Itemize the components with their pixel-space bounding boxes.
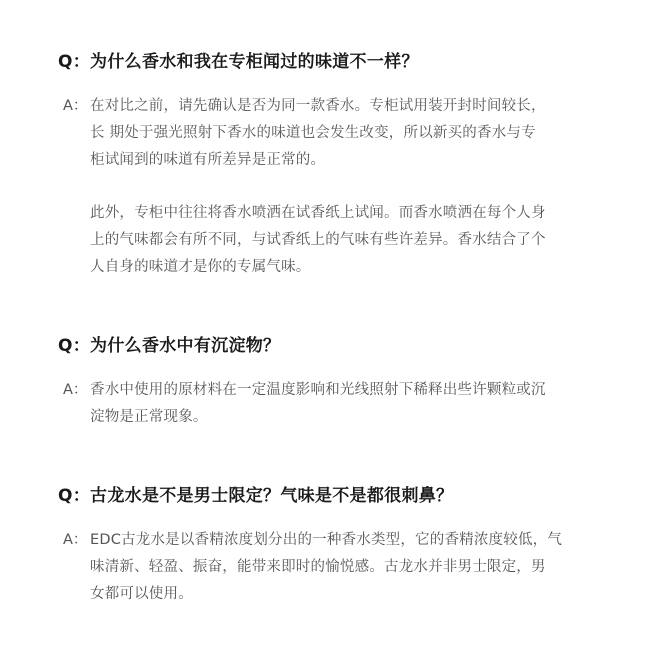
faq-question: Q：为什么香水和我在专柜闻过的味道不一样？ xyxy=(58,52,419,72)
faq-answer-prefix: A： xyxy=(63,532,88,548)
faq-answer-line: 长 期处于强光照射下香水的味道也会发生改变，所以新买的香水与专 xyxy=(90,125,536,141)
faq-answer-prefix: A： xyxy=(63,98,88,114)
faq-question: Q：古龙水是不是男士限定？气味是不是都很刺鼻？ xyxy=(58,486,454,506)
faq-question: Q：为什么香水中有沉淀物？ xyxy=(58,336,281,356)
faq-answer-line: 人自身的味道才是你的专属气味。 xyxy=(90,259,311,275)
faq-answer-prefix: A： xyxy=(63,382,88,398)
faq-answer-line: 上的气味都会有所不同，与试香纸上的气味有些许差异。香水结合了个 xyxy=(90,232,546,248)
faq-answer-line: 味清新、轻盈、振奋，能带来即时的愉悦感。古龙水并非男士限定，男 xyxy=(90,559,546,575)
faq-answer-line: 香水中使用的原材料在一定温度影响和光线照射下稀释出些许颗粒或沉 xyxy=(90,382,546,398)
faq-answer-line: 在对比之前，请先确认是否为同一款香水。专柜试用装开封时间较长， xyxy=(90,98,546,114)
faq-answer-line: 柜试闻到的味道有所差异是正常的。 xyxy=(90,152,326,168)
faq-answer-line: EDC古龙水是以香精浓度划分出的一种香水类型，它的香精浓度较低，气 xyxy=(90,532,563,548)
faq-answer-line: 女都可以使用。 xyxy=(90,586,193,602)
faq-answer-line: 此外，专柜中往往将香水喷洒在试香纸上试闻。而香水喷洒在每个人身 xyxy=(90,205,546,221)
faq-answer-line: 淀物是正常现象。 xyxy=(90,409,208,425)
